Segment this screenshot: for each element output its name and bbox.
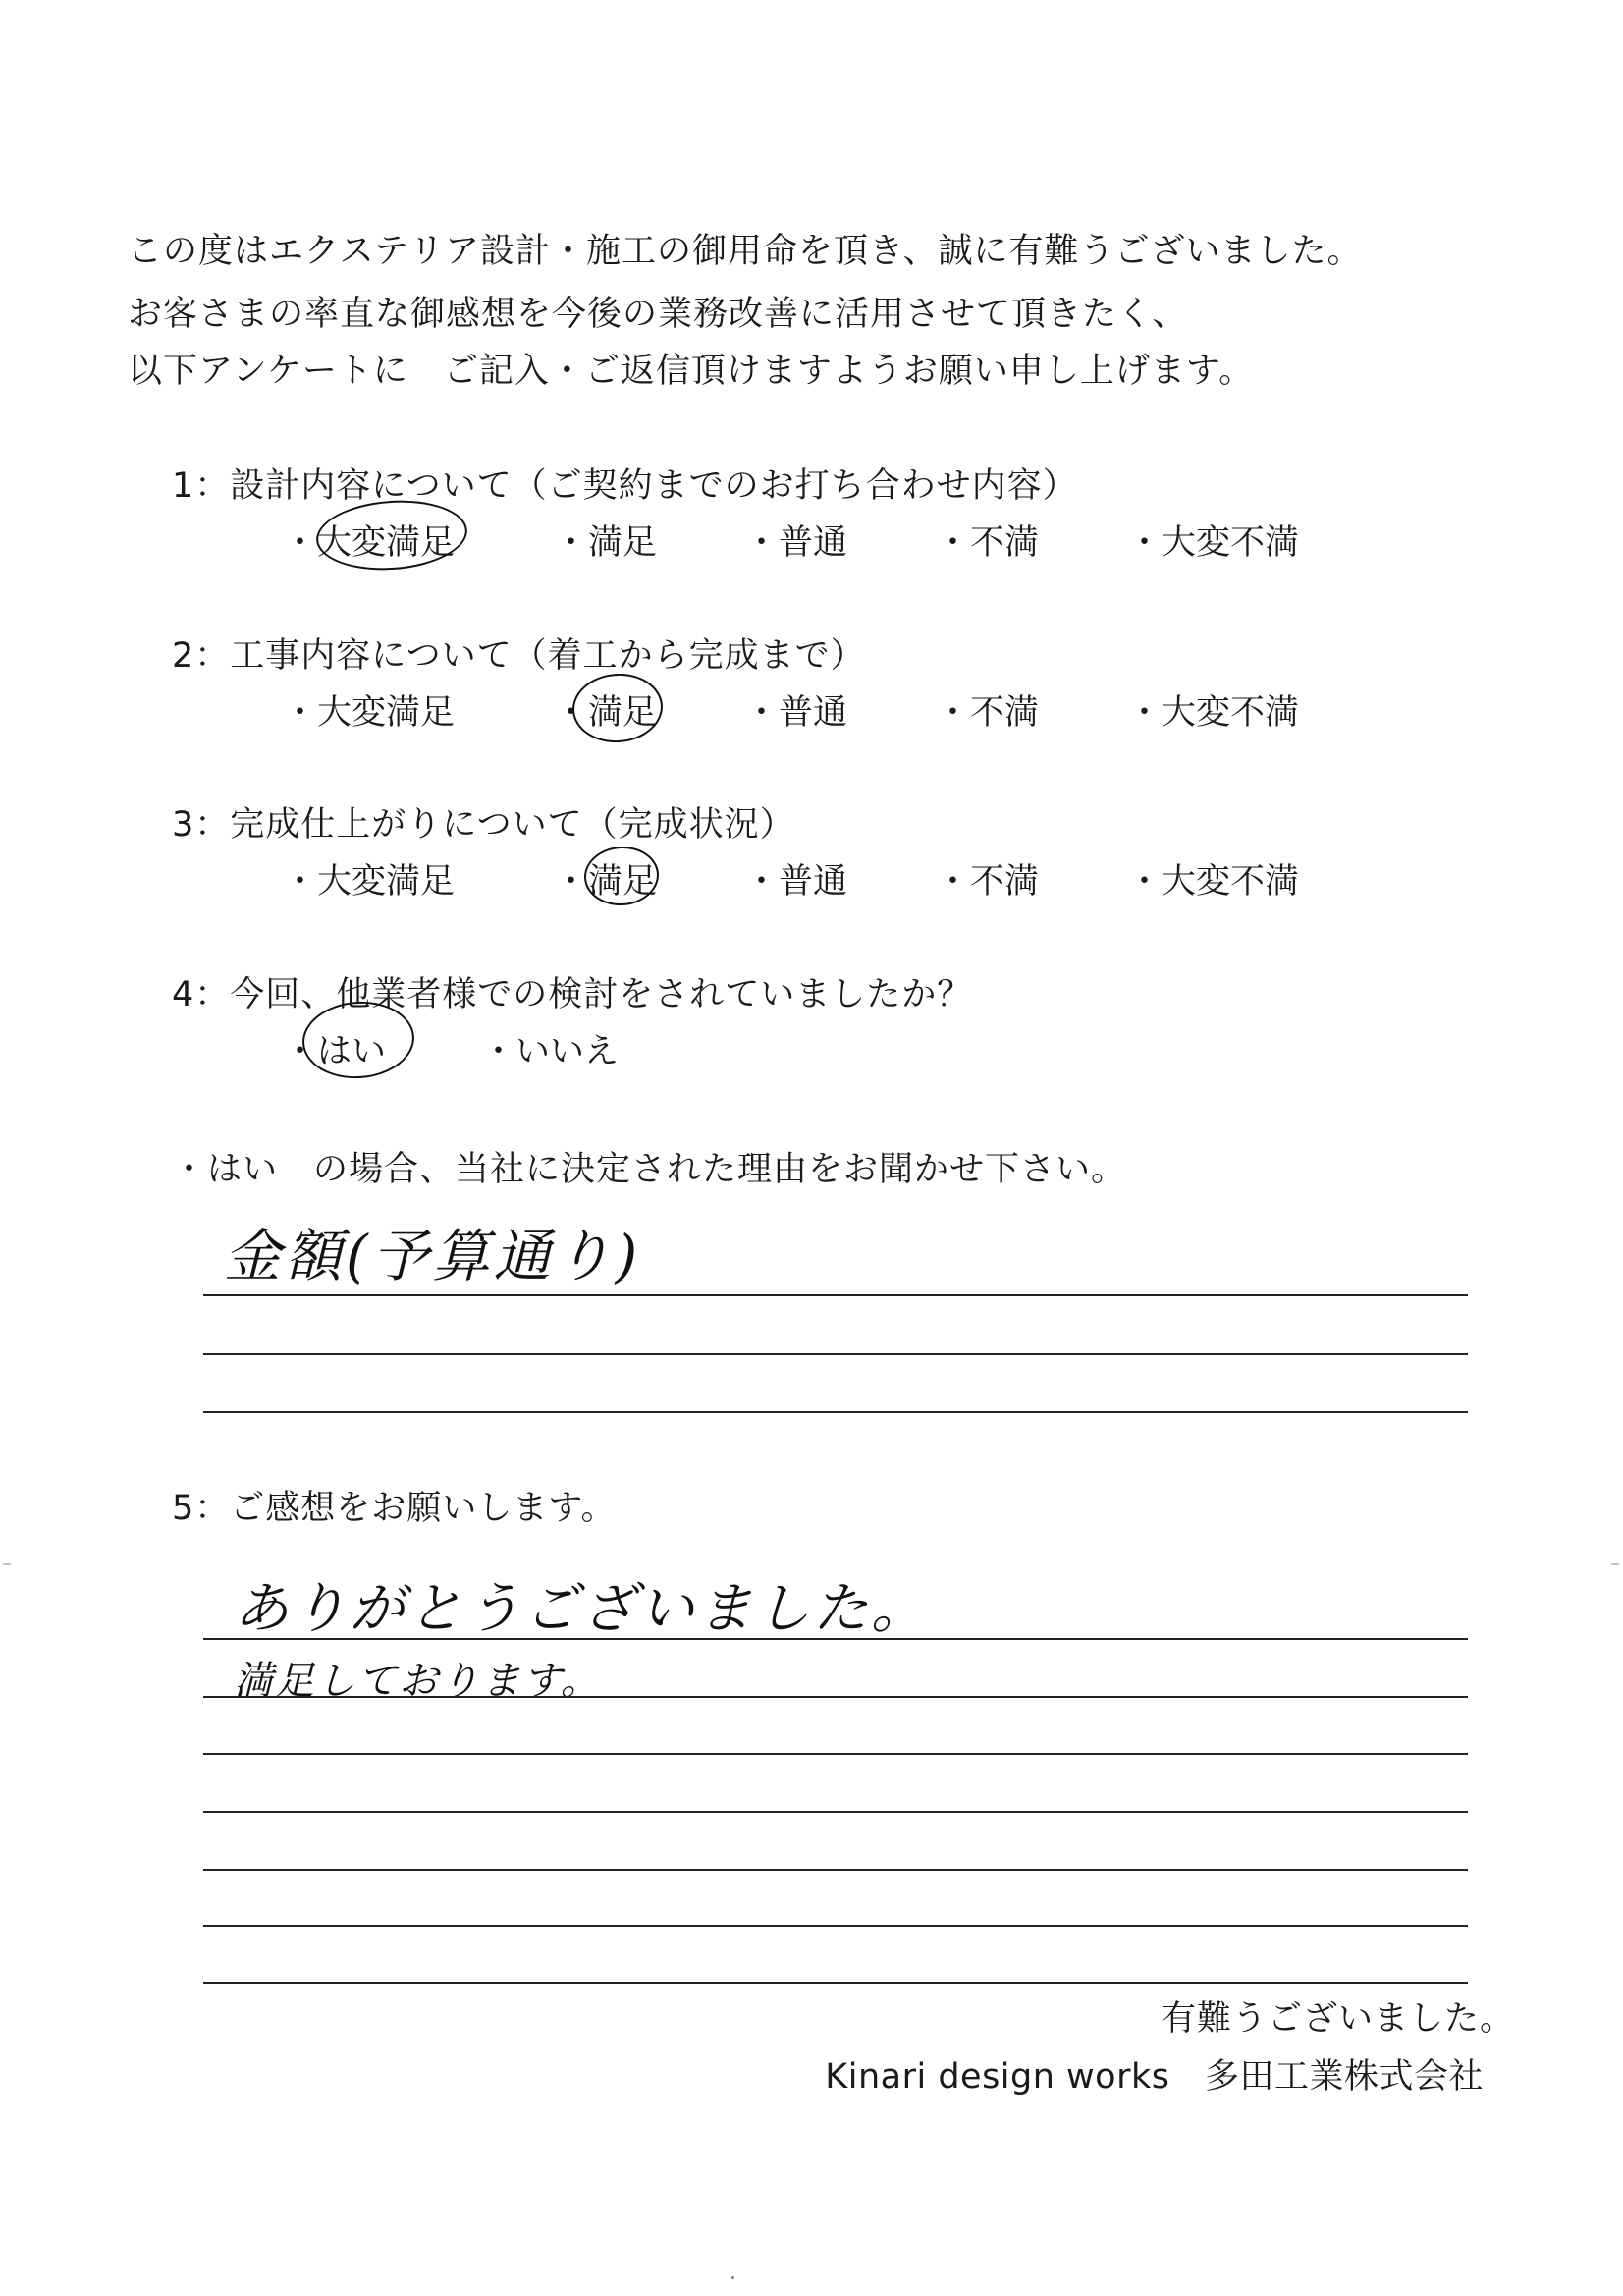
question-3-label: 3：完成仕上がりについて（完成状況）: [172, 805, 795, 845]
q1-option-very-dissatisfied[interactable]: ・大変不満: [1127, 523, 1300, 563]
q3-option-dissatisfied[interactable]: ・不満: [936, 862, 1040, 902]
reason-handwritten-answer: 金額(予算通り): [224, 1223, 642, 1289]
impressions-handwritten-line-2: 満足しております。: [234, 1659, 602, 1704]
question-4-label: 4：今回、他業者様での検討をされていましたか？: [172, 975, 973, 1014]
question-1-label: 1：設計内容について（ご契約までのお打ち合わせ内容）: [172, 466, 1078, 506]
impressions-line-6: [203, 1925, 1468, 1927]
footer-company: Kinari design works 多田工業株式会社: [825, 2057, 1484, 2097]
q1-option-normal[interactable]: ・普通: [744, 523, 848, 563]
impressions-handwritten-line-1: ありがとうございました。: [234, 1577, 929, 1641]
q1-option-dissatisfied[interactable]: ・不満: [936, 523, 1040, 563]
intro-line-3: 以下アンケートに ご記入・ご返信頂けますようお願い申し上げます。: [128, 352, 1255, 391]
q2-option-dissatisfied[interactable]: ・不満: [936, 693, 1040, 733]
question-2-label: 2：工事内容について（着工から完成まで）: [172, 636, 866, 676]
reason-answer-line-1: [203, 1294, 1468, 1296]
q3-option-normal[interactable]: ・普通: [744, 862, 848, 902]
q2-option-very-dissatisfied[interactable]: ・大変不満: [1127, 693, 1300, 733]
q2-option-normal[interactable]: ・普通: [744, 693, 848, 733]
reason-answer-line-2: [203, 1353, 1468, 1355]
reason-answer-line-3: [203, 1411, 1468, 1413]
impressions-line-3: [203, 1753, 1468, 1755]
q3-option-very-dissatisfied[interactable]: ・大変不満: [1127, 862, 1300, 902]
q3-option-very-satisfied[interactable]: ・大変満足: [283, 862, 456, 902]
q1-option-very-satisfied[interactable]: ・大変満足: [283, 523, 456, 563]
intro-line-1: この度はエクステリア設計・施工の御用命を頂き、誠に有難うございました。: [128, 232, 1363, 271]
intro-line-2: お客さまの率直な御感想を今後の業務改善に活用させて頂きたく、: [128, 295, 1188, 334]
question-5-label: 5：ご感想をお願いします。: [172, 1489, 617, 1528]
scan-speck: [2, 1563, 12, 1565]
impressions-line-1: [203, 1638, 1468, 1640]
scan-speck: [1610, 1563, 1620, 1565]
q3-option-satisfied[interactable]: ・満足: [554, 862, 658, 902]
q4-option-no[interactable]: ・いいえ: [481, 1032, 620, 1071]
q2-option-satisfied[interactable]: ・満足: [554, 693, 658, 733]
q1-option-satisfied[interactable]: ・満足: [554, 523, 658, 563]
impressions-line-7: [203, 1982, 1468, 1984]
footer-thanks: 有難うございました。: [1161, 1999, 1515, 2039]
scan-speck: [731, 2276, 734, 2279]
impressions-line-5: [203, 1869, 1468, 1871]
impressions-line-2: [203, 1696, 1468, 1698]
q4-option-yes[interactable]: ・はい: [283, 1032, 387, 1071]
q2-option-very-satisfied[interactable]: ・大変満足: [283, 693, 456, 733]
impressions-line-4: [203, 1811, 1468, 1813]
reason-prompt: ・はい の場合、当社に決定された理由をお聞かせ下さい。: [172, 1150, 1127, 1189]
